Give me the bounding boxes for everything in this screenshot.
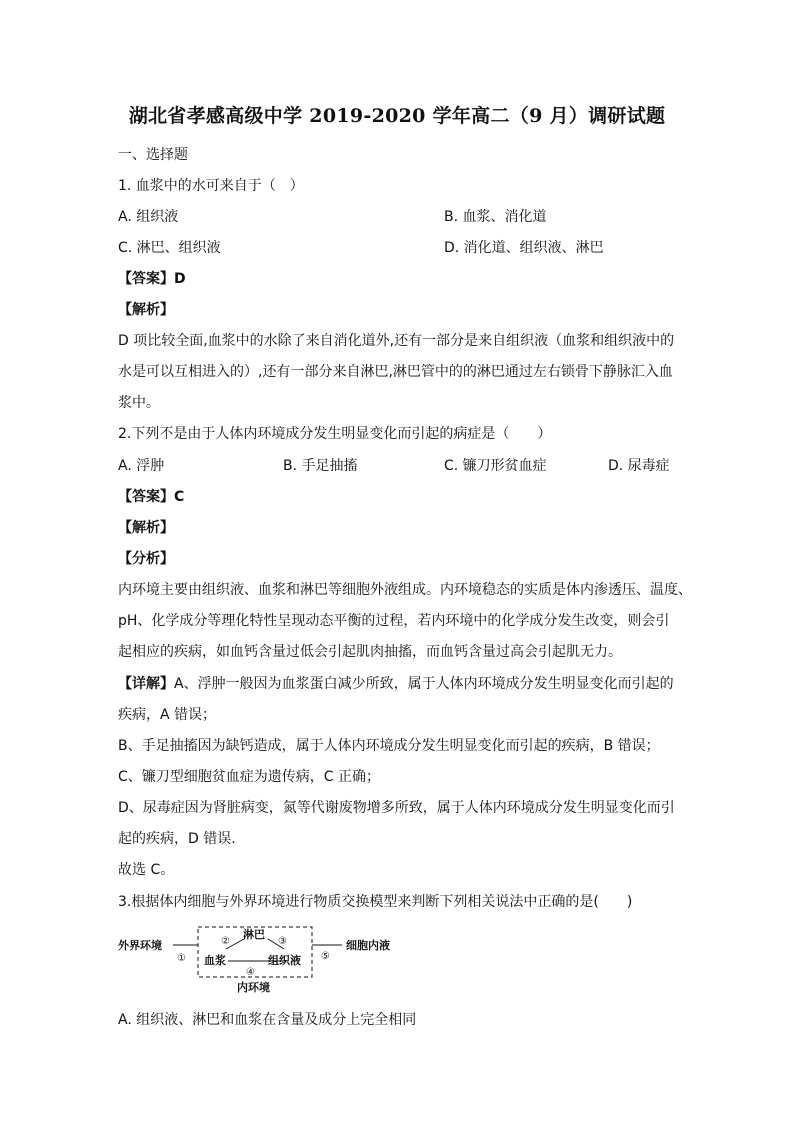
q1-option-c: C. 淋巴、组织液 bbox=[118, 240, 221, 256]
q1-answer: 【答案】D bbox=[118, 271, 186, 287]
q2-option-d: D. 尿毒症 bbox=[608, 458, 670, 474]
q2-option-b: B. 手足抽搐 bbox=[283, 458, 358, 474]
q2-option-a: A. 浮肿 bbox=[118, 458, 165, 474]
q2-detail-line: B、手足抽搐因为缺钙造成，属于人体内环境成分发生明显变化而引起的疾病，B 错误； bbox=[118, 738, 660, 754]
q1-analysis-label: 【解析】 bbox=[118, 302, 174, 318]
internal-environment-label: 内环境 bbox=[237, 981, 270, 994]
q1-analysis-line: D 项比较全面,血浆中的水除了来自消化道外,还有一部分是来自组织液（血浆和组织液中的 bbox=[118, 333, 675, 349]
marker-5: ⑤ bbox=[321, 951, 330, 962]
q3-stem: 3.根据体内细胞与外界环境进行物质交换模型来判断下列相关说法中正确的是( ) bbox=[118, 894, 633, 910]
lymph-label: 淋巴 bbox=[243, 928, 265, 941]
outer-environment-label: 外界环境 bbox=[118, 939, 162, 952]
marker-2: ② bbox=[221, 936, 230, 947]
q2-conclusion: 故选 C。 bbox=[118, 862, 175, 878]
q2-detail-line: 疾病，A 错误； bbox=[118, 707, 217, 723]
q1-stem: 1. 血浆中的水可来自于（ ） bbox=[118, 178, 304, 194]
page-title: 湖北省孝感高级中学 2019-2020 学年高二（9 月）调研试题 bbox=[128, 105, 666, 127]
tissue-fluid-label: 组织液 bbox=[268, 954, 301, 967]
q3-option-a: A. 组织液、淋巴和血浆在含量及成分上完全相同 bbox=[118, 1012, 417, 1028]
marker-1: ① bbox=[177, 953, 186, 964]
q2-fenxi-line: pH、化学成分等理化特性呈现动态平衡的过程，若内环境中的化学成分发生改变，则会引 bbox=[118, 613, 670, 629]
marker-4: ④ bbox=[246, 967, 255, 978]
q2-detail-line: 起的疾病，D 错误. bbox=[118, 831, 236, 847]
cell-fluid-label: 细胞内液 bbox=[346, 939, 390, 952]
q1-option-a: A. 组织液 bbox=[118, 209, 179, 225]
q2-stem: 2.下列不是由于人体内环境成分发生明显变化而引起的病症是（ ） bbox=[118, 426, 552, 442]
q2-fenxi-line: 内环境主要由组织液、血浆和淋巴等细胞外液组成。内环境稳态的实质是体内渗透压、温度、 bbox=[118, 582, 692, 598]
q1-analysis-line: 浆中。 bbox=[118, 395, 160, 411]
exchange-model-diagram bbox=[118, 923, 418, 995]
q2-detail-line: C、镰刀型细胞贫血症为遗传病，C 正确； bbox=[118, 769, 380, 785]
marker-3: ③ bbox=[278, 936, 287, 947]
q2-detail-first-line bbox=[118, 675, 674, 693]
q2-answer: 【答案】C bbox=[118, 489, 185, 505]
q2-detail-line: D、尿毒症因为肾脏病变，氮等代谢废物增多所致，属于人体内环境成分发生明显变化而引 bbox=[118, 800, 675, 816]
section-heading: 一、选择题 bbox=[118, 147, 188, 163]
q2-detail-line: A、浮肿一般因为血浆蛋白减少所致，属于人体内环境成分发生明显变化而引起的 bbox=[174, 676, 674, 692]
plasma-label: 血浆 bbox=[204, 954, 226, 967]
q2-fenxi-label: 【分析】 bbox=[118, 551, 174, 567]
q2-detail-label: 【详解】 bbox=[118, 676, 174, 692]
q2-option-c: C. 镰刀形贫血症 bbox=[444, 458, 547, 474]
q1-option-d: D. 消化道、组织液、淋巴 bbox=[444, 240, 604, 256]
q1-analysis-line: 水是可以互相进入的）,还有一部分来自淋巴,淋巴管中的的淋巴通过左右锁骨下静脉汇入血 bbox=[118, 364, 673, 380]
q2-analysis-label: 【解析】 bbox=[118, 520, 174, 536]
q2-fenxi-line: 起相应的疾病，如血钙含量过低会引起肌肉抽搐，而血钙含量过高会引起肌无力。 bbox=[118, 644, 622, 660]
q1-option-b: B. 血浆、消化道 bbox=[444, 209, 547, 225]
